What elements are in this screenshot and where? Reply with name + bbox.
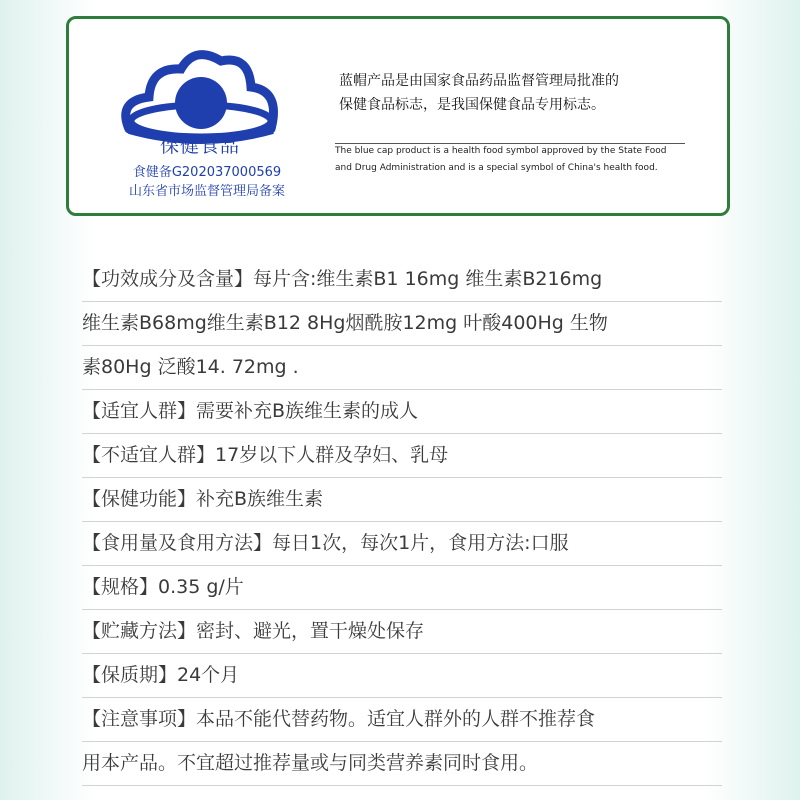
notice-line1: 【注意事项】本品不能代替药物。适宜人群外的人群不推荐食 [82, 698, 722, 742]
certification-panel [66, 16, 730, 216]
registration-authority: 山东省市场监督管理局备案 [128, 184, 285, 199]
health-function-row: 【保健功能】补充B族维生素 [82, 478, 722, 522]
storage-row: 【贮藏方法】密封、避光，置干燥处保存 [82, 610, 722, 654]
notice-row [82, 698, 722, 786]
statement-chinese [339, 69, 709, 117]
ingredients-line2: 维生素B68mg维生素B12 8Hg烟酰胺12mg 叶酸400Hg 生物 [82, 302, 722, 346]
ingredients-line1: 【功效成分及含量】每片含:维生素B1 16mg 维生素B216mg [82, 258, 722, 302]
registration-number: 食健备G202037000569 [132, 165, 282, 180]
statement-en-line1: The blue cap product is a health food symbol approved by the State Food [335, 146, 667, 156]
statement-en-line2: and Drug Administration and is a special symbol of China's health food. [335, 163, 658, 173]
logo-title: 保健食品 [159, 135, 240, 157]
ingredients-row [82, 258, 722, 390]
notice-line2: 用本产品。不宜超过推荐量或与同类营养素同时食用。 [82, 752, 539, 774]
statement-english [335, 143, 705, 177]
registration-info [107, 163, 307, 201]
shelf-life-row: 【保质期】24个月 [82, 654, 722, 698]
dosage-row: 【食用量及食用方法】每日1次，每次1片，食用方法:口服 [82, 522, 722, 566]
statement-cn-line1: 蓝帽产品是由国家食品药品监督管理局批准的 [339, 73, 619, 89]
specification-row: 【规格】0.35 g/片 [82, 566, 722, 610]
product-info-list [82, 258, 722, 786]
statement-cn-line2: 保健食品标志，是我国保健食品专用标志。 [339, 97, 605, 113]
unsuitable-population-row: 【不适宜人群】17岁以下人群及孕妇、乳母 [82, 434, 722, 478]
ingredients-line3: 素80Hg 泛酸14. 72mg . [82, 356, 299, 378]
suitable-population-row: 【适宜人群】需要补充B族维生素的成人 [82, 390, 722, 434]
